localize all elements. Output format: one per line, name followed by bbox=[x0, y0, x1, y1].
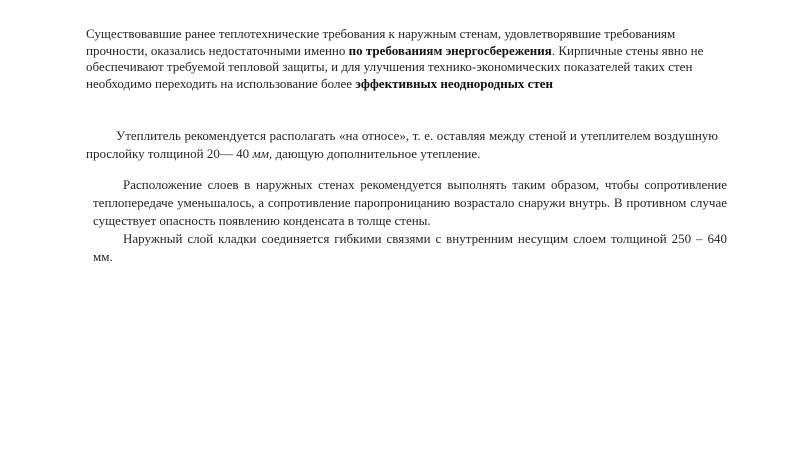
insulation-text: Утеплитель рекомендуется располагать «на относе», т. е. оставляя между стеной и утеплителем воздушную прослойку толщиной 20— 40 bbox=[86, 128, 718, 161]
layers-section bbox=[93, 176, 727, 266]
energy-requirements-paragraph bbox=[86, 26, 718, 92]
unit-mm: мм, bbox=[252, 146, 273, 161]
insulation-paragraph bbox=[86, 127, 718, 163]
effective-walls-emphasis: эффективных неоднородных стен bbox=[355, 75, 554, 91]
insulation-text-end: дающую дополнительное утепление. bbox=[272, 146, 481, 161]
masonry-paragraph: Наружный слой кладки соединяется гибкими связями с внутренним несущим слоем толщиной 250 – 640 мм. bbox=[93, 231, 727, 264]
layers-paragraph: Расположение слоев в наружных стенах рекомендуется выполнять таким образом, чтобы сопротивление теплопередаче уменьшалось, а сопротивление паропроницанию возрастало снаружи внутрь. В противном случае существует опасность появлению конденсата в толще стены. bbox=[93, 177, 727, 228]
energy-saving-emphasis: по требованиям энергосбережения bbox=[348, 42, 552, 58]
intro-text: Существовавшие ранее теплотехнические требования к наружным стенам, удовлетворявшие требованиям прочности, оказались недостаточными именно bbox=[86, 26, 676, 58]
middle-text: . Кирпичные стены явно не обеспечивают требуемой тепловой защиты, и для улучшения технико-экономических показателей таких стен необходимо переходить на использование более bbox=[86, 42, 704, 91]
